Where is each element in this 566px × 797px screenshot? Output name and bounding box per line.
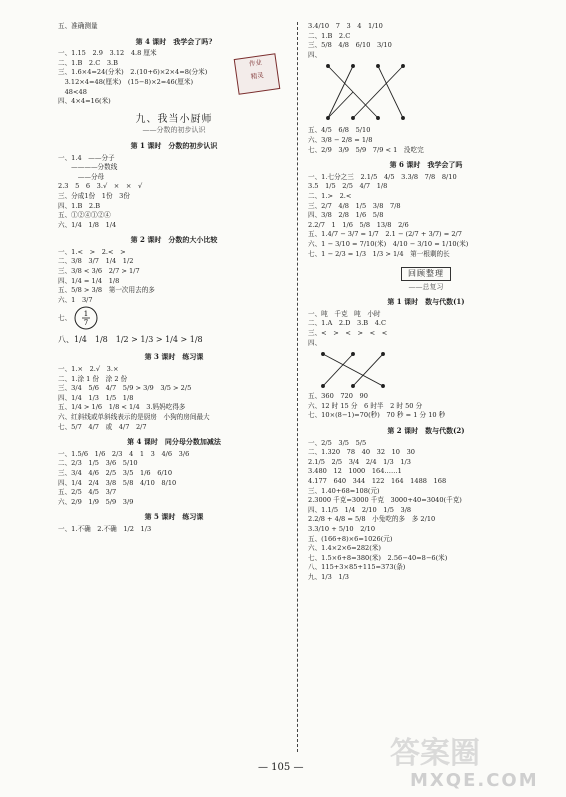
answer-line: 五、1.4/7 − 3/7 = 1/7 2.1 − (2/7 + 3/7) = 2/7	[308, 230, 462, 239]
answer-line: 2.3000 千克=3000 千克 3000+40=3040(千克)	[308, 496, 462, 505]
answer-line: 一、1.七分之三 2.1/5 4/5 3.3/8 7/8 8/10	[308, 172, 457, 181]
answer-line: 六、12 时 15 分 6 时半 2 时 50 分	[308, 401, 423, 410]
answer-line: 一、1.不确 2.不确 1/2 1/3	[58, 524, 152, 533]
answer-line: 六、红斜线或单斜线表示的是厨房 小狗的房间最大	[58, 413, 210, 421]
answer-line: 六、3/8 − 2/8 = 1/8	[308, 135, 373, 144]
answer-line: 五、(166+8)×6=1026(元)	[308, 534, 393, 543]
answer-line: 2.1/5 2/5 3/4 2/4 1/3 1/3	[308, 457, 411, 466]
answer-line: 三、< > < > < <	[308, 329, 388, 338]
answer-line: 二、3/8 3/7 1/4 1/2	[58, 257, 134, 266]
left-column	[58, 22, 290, 535]
section-heading: 第 2 课时 数与代数(2)	[387, 426, 465, 436]
section-heading: 第 2 课时 分数的大小比较	[130, 235, 218, 245]
answer-line: 二、1.涂 1 份 涂 2 份	[58, 374, 128, 383]
answer-line: 七、2/9 3/9 5/9 7/9 < 1 没吃完	[308, 145, 424, 154]
answer-line: 四、1/4 = 1/4 1/8	[58, 276, 120, 285]
answer-line: 三、3/4 5/6 4/7 5/9 > 3/9 3/5 > 2/5	[58, 384, 192, 393]
answer-line: 3.4/10 7 3 4 1/10	[308, 22, 383, 30]
circle-numerator: 1	[84, 310, 89, 319]
right-column	[308, 22, 544, 583]
answer-line: 四、1.1/5 1/4 2/10 1/5 3/8	[308, 505, 412, 514]
answer-line: 一、1.× 2.√ 3.×	[58, 365, 119, 374]
answer-line: 七、1 − 2/3 = 1/3 1/3 > 1/4 第一根剩的长	[308, 249, 450, 258]
answer-line: 四、	[308, 50, 322, 59]
review-title-box: 回顾整理	[401, 267, 451, 281]
answer-line: 2.2/7 1 1/6 5/8 13/8 2/6	[308, 220, 409, 229]
answer-line: 八、1/4 1/8 1/2 > 1/3 > 1/4 > 1/8	[58, 335, 203, 345]
answer-line: 3.5 1/5 2/5 4/7 1/8	[308, 182, 388, 191]
answer-line: 六、1 − 3/10 = 7/10(米) 4/10 − 3/10 = 1/10(米)	[308, 239, 469, 248]
answer-line: 八、115+3×85+115=373(条)	[308, 563, 406, 572]
answer-line: 七、5/7 4/7 或 4/7 2/7	[58, 422, 147, 431]
answer-line: 一、1.4 ——分子	[58, 153, 115, 162]
answer-line: 九、1/3 1/3	[308, 572, 350, 581]
section-heading: 第 4 课时 同分母分数加减法	[127, 437, 221, 447]
answer-line: 五、①②④①②④	[58, 211, 111, 220]
answer-line: 3.3/10 + 5/10 2/10	[308, 524, 376, 533]
section-heading: 第 5 课时 练习课	[144, 512, 204, 522]
chapter-title	[308, 267, 544, 281]
stamp-badge: 作业 精灵	[234, 53, 281, 94]
answer-line: 4.177 640 344 122 164 1488 168	[308, 477, 447, 485]
answer-line: 四、1/4 2/4 3/8 5/8 4/10 8/10	[58, 478, 177, 487]
answer-line: ————分数线	[58, 163, 118, 172]
answer-line: 七、1.5×6+8=380(米) 2.56−40=8−6(米)	[308, 553, 448, 562]
answer-line: 四、	[308, 338, 322, 347]
answer-line: 三、2/7 4/8 1/5 3/8 7/8	[308, 201, 401, 210]
answer-line: 48<48	[58, 87, 87, 96]
chapter-subtitle: ——分数的初步认识	[142, 126, 206, 135]
answer-line: 一、1.5/6 1/6 2/3 4 1 3 4/6 3/6	[58, 449, 190, 458]
answer-line: 一、1.15 2.9 3.12 4.8 厘米	[58, 49, 157, 58]
answer-line: 四、4×4=16(米)	[58, 97, 111, 106]
answer-line: 三、分成1份 1份 3份	[58, 191, 130, 200]
answer-line: 二、2/3 1/5 3/6 5/10	[58, 459, 138, 468]
answer-line: 2.3 5 6 3.√ × × √	[58, 182, 143, 191]
column-divider	[297, 22, 298, 752]
section-heading: 第 4 课时 我学会了吗?	[135, 36, 213, 46]
answer-line: 一、吨 千克 吨 小时	[308, 309, 381, 318]
section-heading: 第 6 课时 我学会了吗	[389, 160, 463, 170]
answer-line: 三、3/8 < 3/6 2/7 > 1/7	[58, 267, 140, 276]
answer-line: 2.2/8 + 4/8 = 5/8 小兔吃的多 多 2/10	[308, 515, 436, 524]
answer-line: 四、1.B 2.B	[58, 201, 101, 210]
text-line: 五、准确测量	[58, 22, 98, 30]
answer-line: 三、1.6×4=24(分米) 2.(10+6)×2×4=8(分米)	[58, 68, 208, 77]
circled-fraction	[73, 305, 99, 331]
answer-line: 3.480 12 1000 164……1	[308, 467, 402, 476]
chapter-title: 九、我当小厨师	[135, 113, 213, 125]
watermark-url: MXQE.COM	[410, 770, 539, 791]
answer-line: 五、360 720 90	[308, 392, 368, 401]
answer-line: 二、1.B 2.C 3.B	[58, 58, 118, 67]
answer-line: 六、1/4 1/8 1/4	[58, 220, 117, 229]
answer-line: 一、1.< > 2.< >	[58, 247, 126, 256]
answer-line: 三、3/4 4/6 2/5 3/5 1/6 6/10	[58, 468, 173, 477]
chapter-subtitle: ——总复习	[408, 282, 444, 291]
answer-line: 五、1/4 > 1/6 1/8 < 1/4 3.妈妈吃得多	[58, 403, 186, 412]
section-heading: 第 1 课时 分数的初步认识	[130, 140, 218, 150]
answer-line: 五、4/5 6/8 5/10	[308, 126, 371, 135]
section-heading: 第 3 课时 练习课	[144, 352, 204, 362]
circle-denominator: 7	[84, 319, 89, 328]
answer-line: 一、2/5 3/5 5/5	[308, 438, 367, 447]
section-heading: 第 1 课时 数与代数(1)	[387, 297, 465, 307]
answer-line: 三、5/8 4/8 6/10 3/10	[308, 41, 392, 50]
answer-line: 二、1.A 2.D 3.B 4.C	[308, 319, 387, 328]
answer-line: 五、2/5 4/5 3/7	[58, 488, 117, 497]
answer-line: 六、1.4×2×6=282(米)	[308, 544, 381, 553]
watermark-logo: 答案圈	[390, 736, 480, 771]
matching-lines-figure-2	[308, 350, 428, 390]
page-number: — 105 —	[258, 762, 304, 773]
answer-line: 五、5/8 > 3/8 第一次用去的多	[58, 286, 155, 295]
answer-line: 3.12×4=48(厘米) (15−8)×2=46(厘米)	[58, 77, 194, 86]
answer-line: 二、1.B 2.C	[308, 31, 351, 40]
answer-line: 三、1.40+68=108(元)	[308, 486, 380, 495]
answer-line: 七、 1 7	[58, 305, 290, 333]
answer-line: ——分母	[58, 172, 105, 181]
answer-line: 四、3/8 2/8 1/6 5/8	[308, 211, 384, 220]
matching-lines-figure	[308, 62, 428, 124]
answer-line: 六、1 3/7	[58, 295, 93, 304]
answer-line: 二、1.> 2.<	[308, 191, 352, 200]
answer-line: 七、10×(8−1)=70(秒) 70 秒 = 1 分 10 秒	[308, 411, 446, 420]
answer-line: 二、1.320 78 40 32 10 30	[308, 448, 415, 457]
answer-line: 六、2/9 1/9 5/9 3/9	[58, 497, 134, 506]
answer-line: 四、1/4 1/3 1/5 1/8	[58, 393, 134, 402]
